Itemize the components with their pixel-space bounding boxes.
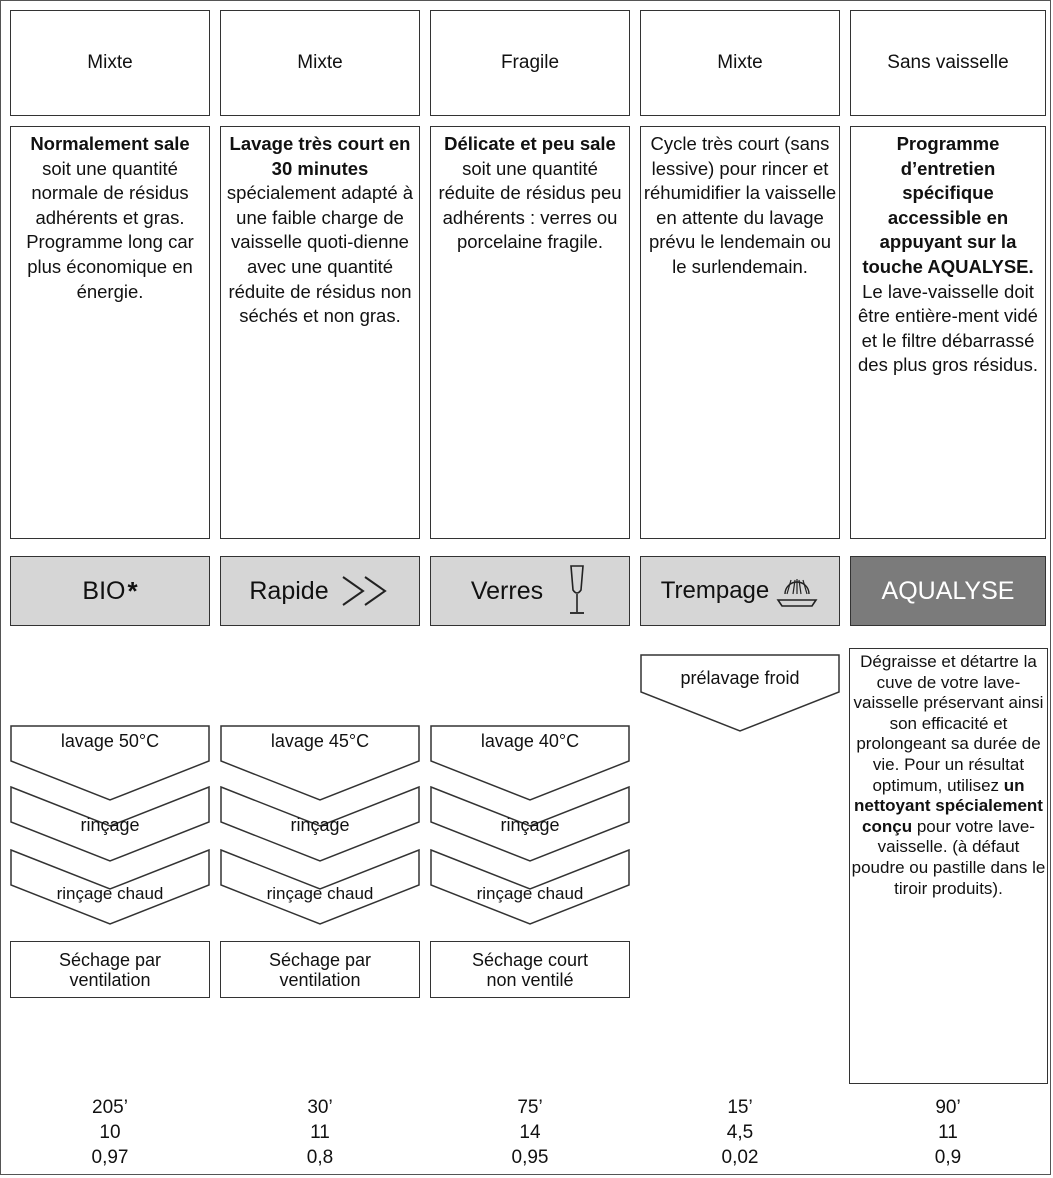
- drying-line-2: non ventilé: [486, 969, 574, 990]
- header-label: Mixte: [717, 52, 763, 73]
- header-label: Mixte: [87, 52, 133, 73]
- header-col-2: [220, 10, 420, 116]
- duration: 75’: [517, 1097, 543, 1118]
- program-label: BIO: [82, 576, 126, 605]
- description-col-2: [220, 126, 420, 539]
- note-text-2: pour votre lave-vaisselle. (à défaut poudre ou pastille dans le tiroir produits).: [851, 816, 1046, 898]
- step-label: lavage 50°C: [60, 731, 160, 751]
- program-aqualyse-button[interactable]: [850, 556, 1046, 626]
- step-prelavage-col-4: [640, 654, 840, 732]
- step-label: prélavage froid: [680, 668, 800, 688]
- drying-line-2: ventilation: [69, 969, 151, 990]
- description-text: Le lave-vaisselle doit être entière-ment vidé et le filtre débarrassé des plus gros résidus.: [858, 280, 1038, 376]
- header-col-1: [10, 10, 210, 116]
- energy-consumption: 0,95: [511, 1147, 549, 1168]
- description-col-5: [850, 126, 1046, 539]
- step-rincage-chaud-col-1: [10, 849, 210, 925]
- wine-glass-icon: [565, 564, 589, 618]
- note-bold: un nettoyant spécialement conçu: [854, 775, 1043, 836]
- step-label: lavage 45°C: [270, 731, 370, 751]
- water-consumption: 11: [310, 1122, 330, 1143]
- step-label: rinçage: [500, 815, 560, 835]
- program-label: AQUALYSE: [881, 576, 1015, 605]
- stats-col-2: [220, 1095, 420, 1170]
- asterisk-mark: *: [127, 575, 138, 606]
- energy-consumption: 0,97: [91, 1147, 129, 1168]
- description-bold: Normalement sale: [30, 133, 190, 154]
- water-consumption: 10: [99, 1122, 121, 1143]
- step-label: rinçage: [80, 815, 140, 835]
- program-bio-button[interactable]: [10, 556, 210, 626]
- step-label: rinçage chaud: [266, 884, 374, 903]
- description-bold: Programme d’entretien spécifique accessible en appuyant sur la touche AQUALYSE.: [862, 133, 1034, 277]
- header-col-5: [850, 10, 1046, 116]
- energy-consumption: 0,9: [934, 1147, 962, 1168]
- stats-col-3: [430, 1095, 630, 1170]
- drying-line-1: Séchage court: [471, 949, 589, 970]
- description-text: soit une quantité réduite de résidus peu adhérents : verres ou porcelaine fragile.: [438, 157, 622, 253]
- drying-col-3: [430, 941, 630, 998]
- program-rapide-button[interactable]: [220, 556, 420, 626]
- water-consumption: 14: [519, 1122, 541, 1143]
- header-label: Sans vaisselle: [887, 52, 1009, 73]
- aqualyse-note: [849, 648, 1048, 1084]
- note-text-1: Dégraisse et détartre la cuve de votre lave-vaisselle préservant ainsi son efficacité et prolongeant sa durée de vie. Pour un résultat optimum, utilisez: [853, 652, 1044, 795]
- duration: 205’: [92, 1097, 128, 1118]
- step-label: rinçage chaud: [56, 884, 164, 903]
- drying-line-1: Séchage par: [58, 949, 162, 970]
- water-consumption: 11: [938, 1122, 958, 1143]
- description-text: spécialement adapté à une faible charge de vaisselle quoti-dienne avec une quantité réduite de résidus non séchés et non gras.: [226, 182, 414, 327]
- program-label: Verres: [470, 576, 544, 605]
- stats-col-4: [640, 1095, 840, 1170]
- duration: 15’: [727, 1097, 753, 1118]
- drying-col-2: [220, 941, 420, 998]
- drying-line-1: Séchage par: [268, 949, 372, 970]
- water-consumption: 4,5: [726, 1122, 754, 1143]
- description-bold: Lavage très court en 30 minutes: [229, 133, 411, 179]
- step-label: rinçage: [290, 815, 350, 835]
- stats-col-1: [10, 1095, 210, 1170]
- step-label: rinçage chaud: [476, 884, 584, 903]
- duration: 30’: [307, 1097, 333, 1118]
- spray-dish-icon: [775, 572, 819, 610]
- step-label: lavage 40°C: [480, 731, 580, 751]
- description-col-4: [640, 126, 840, 539]
- description-bold: Délicate et peu sale: [444, 133, 616, 154]
- program-verres-button[interactable]: [430, 556, 630, 626]
- energy-consumption: 0,8: [306, 1147, 334, 1168]
- stats-col-5: [850, 1095, 1046, 1170]
- description-col-1: [10, 126, 210, 539]
- drying-line-2: ventilation: [279, 969, 361, 990]
- program-label: Rapide: [249, 576, 329, 605]
- step-rincage-chaud-col-3: [430, 849, 630, 925]
- drying-col-1: [10, 941, 210, 998]
- program-trempage-button[interactable]: [640, 556, 840, 626]
- program-label: Trempage: [660, 577, 770, 604]
- energy-consumption: 0,02: [721, 1147, 759, 1168]
- duration: 90’: [935, 1097, 961, 1118]
- double-chevron-right-icon: [339, 574, 391, 608]
- description-col-3: [430, 126, 630, 539]
- header-col-4: [640, 10, 840, 116]
- header-label: Fragile: [500, 52, 560, 73]
- header-col-3: [430, 10, 630, 116]
- header-label: Mixte: [297, 52, 343, 73]
- description-text: soit une quantité normale de résidus adhérents et gras. Programme long car plus économique en énergie.: [26, 157, 194, 302]
- description-text: Cycle très court (sans lessive) pour rincer et réhumidifier la vaisselle en attente du lavage prévu le lendemain ou le surlendemain.: [643, 133, 837, 277]
- step-rincage-chaud-col-2: [220, 849, 420, 925]
